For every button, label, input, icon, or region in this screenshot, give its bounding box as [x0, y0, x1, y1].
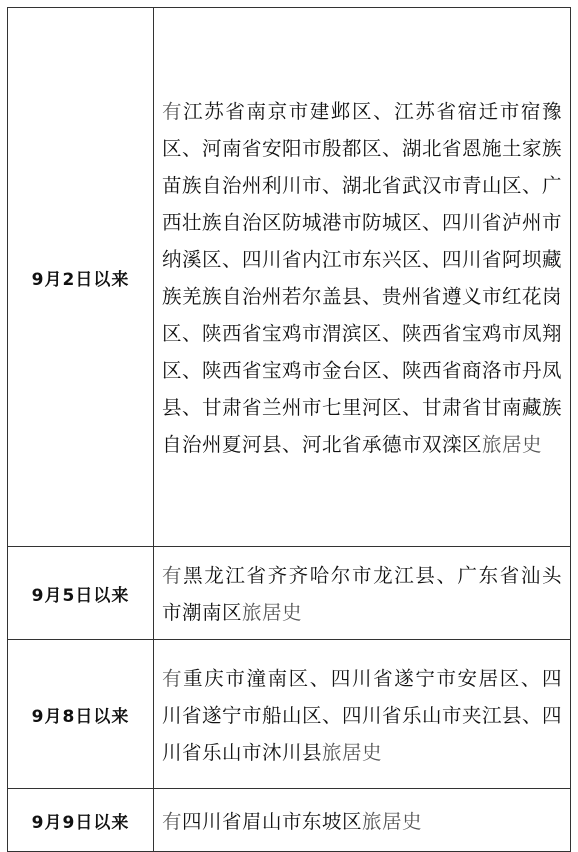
places-cell: [154, 8, 571, 547]
travel-history-table: [7, 7, 571, 852]
places-cell: [154, 547, 571, 640]
suffix-text: 旅居史: [242, 601, 303, 624]
prefix-text: 有: [162, 809, 183, 833]
table-row: [8, 8, 571, 547]
date-cell: 9月9日以来: [8, 789, 154, 852]
date-cell: 9月8日以来: [8, 640, 154, 789]
prefix-text: 有: [162, 100, 184, 123]
date-cell: 9月2日以来: [8, 8, 154, 547]
prefix-text: 有: [162, 666, 184, 690]
places-text: 黑龙江省齐齐哈尔市龙江县、广东省汕头市潮南区: [162, 564, 562, 624]
places-cell: [154, 789, 571, 852]
suffix-text: 旅居史: [322, 740, 383, 764]
table-row: [8, 547, 571, 640]
table-row: [8, 640, 571, 789]
suffix-text: 旅居史: [482, 433, 543, 456]
places-text: 江苏省南京市建邺区、江苏省宿迁市宿豫区、河南省安阳市殷都区、湖北省恩施土家族苗族自治州利川市、湖北省武汉市青山区、广西壮族自治区防城港市防城区、四川省泸州市纳溪区、四川省内江市东兴区、四川省阿坝藏族羌族自治州若尔盖县、贵州省遵义市红花岗区、陕西省宝鸡市渭滨区、陕西省宝鸡市凤翔区、陕西省宝鸡市金台区、陕西省商洛市丹凤县、甘肃省兰州市七里河区、甘肃省甘南藏族自治州夏河县、河北省承德市双滦区: [162, 100, 563, 456]
suffix-text: 旅居史: [362, 809, 423, 833]
table-row: [8, 789, 571, 852]
places-text: 四川省眉山市东坡区: [182, 809, 363, 833]
places-cell: [154, 640, 571, 789]
prefix-text: 有: [162, 564, 184, 587]
places-text: 重庆市潼南区、四川省遂宁市安居区、四川省遂宁市船山区、四川省乐山市夹江县、四川省乐山市沐川县: [162, 666, 563, 764]
date-cell: 9月5日以来: [8, 547, 154, 640]
